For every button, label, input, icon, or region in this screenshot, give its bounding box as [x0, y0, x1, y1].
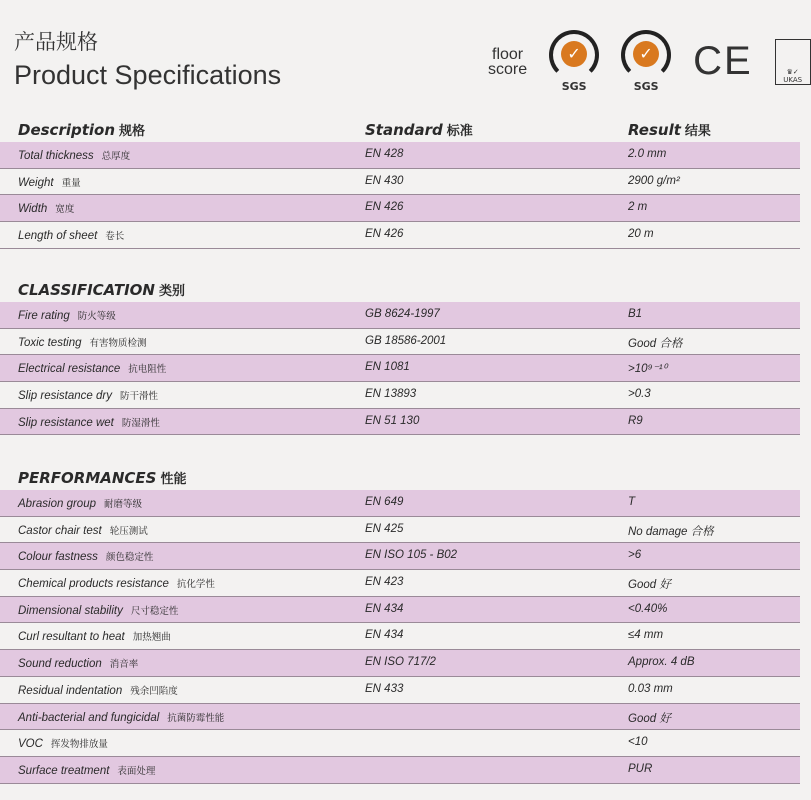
description-table — [0, 116, 800, 249]
spec-name: Electrical resistance 抗电阻性 — [18, 363, 167, 376]
header-result: Result 结果 — [628, 121, 711, 139]
spec-name: Weight 重量 — [18, 176, 81, 189]
spec-name: Anti-bacterial and fungicidal 抗菌防霉性能 — [18, 711, 225, 724]
spec-result: Good 好 — [628, 712, 671, 725]
spec-result: 2.0 mm — [628, 148, 667, 160]
spec-name: Abrasion group 耐磨等级 — [18, 498, 143, 510]
spec-name: Surface treatment 表面处理 — [18, 764, 156, 777]
table-row — [0, 355, 800, 382]
table-row — [0, 142, 800, 169]
spec-standard: EN ISO 717/2 — [365, 656, 436, 669]
sgs-iso14001-logo: ✓ SGS — [621, 30, 671, 93]
spec-standard: EN 433 — [365, 682, 404, 695]
spec-name: Dimensional stability 尺寸稳定性 — [18, 604, 179, 617]
spec-standard: GB 18586-2001 — [365, 334, 447, 347]
table-row — [0, 650, 800, 677]
spec-result: <0.40% — [628, 602, 668, 615]
section-title: CLASSIFICATION — [18, 281, 155, 299]
table-row — [0, 329, 800, 356]
spec-name: Castor chair test 轮压测试 — [18, 524, 148, 537]
table-row — [0, 543, 800, 570]
spec-name: Sound reduction 消音率 — [18, 658, 139, 671]
header-description: Description 规格 — [18, 121, 146, 139]
spec-name: Curl resultant to heat 加热翘曲 — [18, 631, 171, 644]
spec-standard: EN 434 — [365, 602, 404, 615]
table-row — [0, 730, 800, 757]
spec-name: Residual indentation 残余凹陷度 — [18, 684, 178, 697]
table-header — [0, 116, 800, 142]
spec-name: Width 宽度 — [18, 203, 75, 216]
sgs-iso9001-logo: ✓ SGS — [549, 30, 599, 93]
spec-name: Length of sheet 卷长 — [18, 230, 125, 243]
spec-name: Slip resistance wet 防湿滑性 — [18, 416, 160, 429]
spec-result: >6 — [628, 549, 642, 562]
spec-name: Fire rating 防火等级 — [18, 310, 116, 322]
spec-result: T — [628, 496, 636, 508]
table-row — [0, 382, 800, 409]
page-title: Product Specifications — [14, 60, 282, 90]
spec-result: R9 — [628, 414, 643, 427]
spec-result: Approx. 4 dB — [628, 656, 695, 669]
table-row — [0, 490, 800, 517]
spec-result: B1 — [628, 308, 643, 320]
spec-name: Chemical products resistance 抗化学性 — [18, 578, 215, 591]
table-row — [0, 704, 800, 731]
section-title: PERFORMANCES — [18, 469, 157, 487]
floorscore-logo: floor score — [488, 45, 528, 78]
spec-name: VOC 挥发物排放量 — [18, 738, 108, 751]
table-row — [0, 169, 800, 196]
spec-standard: EN 434 — [365, 629, 404, 642]
table-row — [0, 222, 800, 249]
table-row — [0, 517, 800, 544]
ce-mark-logo: CE — [693, 39, 753, 83]
spec-standard: GB 8624-1997 — [365, 308, 440, 320]
spec-standard: EN ISO 105 - B02 — [365, 549, 458, 562]
title-zh: 产品规格 — [14, 30, 98, 54]
spec-standard: EN 428 — [365, 148, 404, 160]
performances-table: PERFORMANCES 性能 Abrasion group 耐磨等级 EN 649 T Castor chair test 轮压测试 EN 425 No damage 合格 Colour fastness 颜色稳定性 EN ISO 105 - B02 >6 Chemical products resistance 抗化学性 EN 423 Good 好 Dimensional stability 尺寸稳定性 EN 434 <0.40% Curl resultant to heat 加热翘曲 EN 434 ≤4 mm Sound reduction 消音率 EN ISO 717/2 Approx. 4 dB Residual indentation 残余凹陷度 EN 433 0.03 mm Anti-bacterial and fungicidal 抗菌防霉性能 Good 好 VOC 挥发物排放量 <10 Surface treatment 表面处理 PUR — [0, 464, 800, 784]
spec-result: Good 好 — [628, 579, 671, 592]
table-row — [0, 195, 800, 222]
certification-logos — [488, 30, 811, 93]
table-row — [0, 570, 800, 597]
spec-standard: EN 426 — [365, 228, 404, 241]
spec-name: Slip resistance dry 防干滑性 — [18, 390, 158, 403]
table-row — [0, 302, 800, 329]
spec-standard: EN 51 130 — [365, 414, 420, 427]
spec-name: Total thickness 总厚度 — [18, 150, 131, 162]
spec-standard: EN 13893 — [365, 388, 417, 401]
header-standard: Standard 标准 — [365, 121, 473, 139]
table-row — [0, 623, 800, 650]
classification-table: CLASSIFICATION 类别 Fire rating 防火等级 GB 8624-1997 B1 Toxic testing 有害物质检测 GB 18586-2001 Good 合格 Electrical resistance 抗电阻性 EN 1081 >10⁹⁻¹⁰ Slip resistance dry 防干滑性 EN 13893 >0.3 Slip resistance wet 防湿滑性 EN 51 130 R9 — [0, 276, 800, 435]
spec-result: ≤4 mm — [628, 629, 664, 642]
spec-result: PUR — [628, 762, 653, 775]
spec-result: 0.03 mm — [628, 682, 673, 695]
spec-standard: EN 1081 — [365, 361, 410, 374]
spec-result: >0.3 — [628, 388, 651, 401]
spec-name: Toxic testing 有害物质检测 — [18, 336, 147, 349]
spec-result: 2900 g/m² — [628, 174, 680, 187]
table-row — [0, 757, 800, 784]
spec-result: >10⁹⁻¹⁰ — [628, 363, 668, 376]
spec-standard: EN 426 — [365, 201, 404, 214]
spec-standard: EN 430 — [365, 174, 404, 187]
spec-result: <10 — [628, 736, 648, 749]
spec-standard: EN 423 — [365, 576, 404, 589]
spec-result: 2 m — [628, 201, 648, 214]
spec-name: Colour fastness 颜色稳定性 — [18, 551, 154, 564]
table-row — [0, 677, 800, 704]
spec-standard: EN 425 — [365, 522, 404, 535]
spec-standard: EN 649 — [365, 496, 404, 508]
table-row — [0, 597, 800, 624]
spec-result: No damage 合格 — [628, 525, 714, 538]
spec-result: 20 m — [628, 228, 654, 241]
spec-result: Good 合格 — [628, 337, 683, 350]
ukas-logo: ♛✓ UKAS — [775, 39, 811, 85]
table-row — [0, 409, 800, 436]
